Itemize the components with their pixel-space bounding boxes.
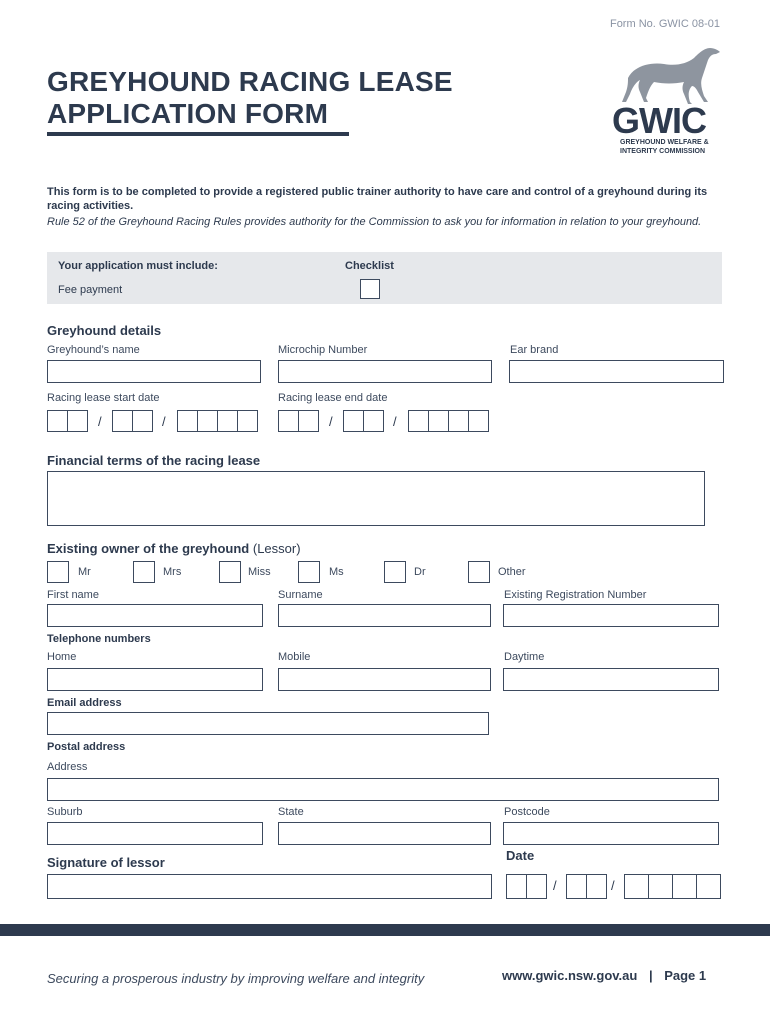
suburb-input[interactable] xyxy=(47,822,263,845)
state-input[interactable] xyxy=(278,822,491,845)
ear-brand-input[interactable] xyxy=(509,360,724,383)
owner-heading-text: Existing owner of the greyhound xyxy=(47,541,250,556)
checklist-heading: Your application must include: xyxy=(58,260,218,272)
home-phone-input[interactable] xyxy=(47,668,263,691)
postcode-label: Postcode xyxy=(504,806,550,818)
signature-input[interactable] xyxy=(47,874,492,899)
first-name-input[interactable] xyxy=(47,604,263,627)
financial-terms-textarea[interactable] xyxy=(47,471,705,526)
footer-bar xyxy=(0,924,770,936)
greyhound-name-input[interactable] xyxy=(47,360,261,383)
date-separator: / xyxy=(98,414,102,429)
date-separator: / xyxy=(553,878,557,893)
date-separator: / xyxy=(162,414,166,429)
email-input[interactable] xyxy=(47,712,489,735)
lease-start-label: Racing lease start date xyxy=(47,392,160,404)
gwic-logo xyxy=(612,40,730,160)
address-label: Address xyxy=(47,761,88,773)
title-mrs-checkbox[interactable] xyxy=(133,561,155,583)
title-ms-checkbox[interactable] xyxy=(298,561,320,583)
logo-text: GWIC xyxy=(612,100,706,141)
title-miss-label: Miss xyxy=(248,566,271,578)
checklist-item-label: Fee payment xyxy=(58,284,123,296)
postcode-input[interactable] xyxy=(503,822,719,845)
title-other-checkbox[interactable] xyxy=(468,561,490,583)
intro-text: This form is to be completed to provide a registered public trainer authority to have care and control of a greyhound during its racing activities. xyxy=(47,186,708,212)
telephone-heading: Telephone numbers xyxy=(47,633,151,645)
registration-label: Existing Registration Number xyxy=(504,589,647,601)
checklist-column-heading: Checklist xyxy=(345,260,394,272)
logo-sub-1: GREYHOUND WELFARE & xyxy=(620,139,709,146)
owner-heading-suffix: (Lessor) xyxy=(252,541,301,556)
title-mr-checkbox[interactable] xyxy=(47,561,69,583)
email-label: Email address xyxy=(47,697,122,709)
title-mr-label: Mr xyxy=(78,566,91,578)
mobile-input[interactable] xyxy=(278,668,491,691)
ear-brand-label: Ear brand xyxy=(510,344,559,356)
date-separator: / xyxy=(393,414,397,429)
checklist-panel xyxy=(47,252,722,304)
title-other-label: Other xyxy=(498,566,526,578)
date-separator: / xyxy=(329,414,333,429)
greyhound-name-label: Greyhound’s name xyxy=(47,344,140,356)
suburb-label: Suburb xyxy=(47,806,83,818)
lease-start-year[interactable] xyxy=(177,410,257,432)
title-dr-label: Dr xyxy=(414,566,426,578)
owner-heading xyxy=(47,541,301,556)
fee-payment-checkbox[interactable] xyxy=(360,279,380,299)
daytime-label: Daytime xyxy=(504,651,545,663)
date-heading: Date xyxy=(506,848,535,863)
page-title xyxy=(47,66,453,130)
lease-end-label: Racing lease end date xyxy=(278,392,388,404)
signature-heading: Signature of lessor xyxy=(47,855,165,870)
mobile-label: Mobile xyxy=(278,651,311,663)
microchip-label: Microchip Number xyxy=(278,344,368,356)
form-number: Form No. GWIC 08-01 xyxy=(609,18,720,30)
home-phone-label: Home xyxy=(47,651,77,663)
first-name-label: First name xyxy=(47,589,99,601)
lease-start-month[interactable] xyxy=(112,410,152,432)
footer-slogan: Securing a prosperous industry by improving welfare and integrity xyxy=(47,971,425,986)
surname-label: Surname xyxy=(278,589,323,601)
financial-heading: Financial terms of the racing lease xyxy=(47,453,261,468)
title-line-1: GREYHOUND RACING LEASE xyxy=(47,66,453,97)
title-miss-checkbox[interactable] xyxy=(219,561,241,583)
surname-input[interactable] xyxy=(278,604,491,627)
website-link[interactable]: www.gwic.nsw.gov.au xyxy=(502,968,638,983)
title-underline xyxy=(47,132,349,136)
signature-date-year[interactable] xyxy=(624,874,720,899)
state-label: State xyxy=(278,806,304,818)
page-number: Page 1 xyxy=(664,968,707,983)
rule-text: Rule 52 of the Greyhound Racing Rules provides authority for the Commission to ask you for information in relation to your greyhound. xyxy=(47,216,702,228)
signature-date-month[interactable] xyxy=(566,874,606,899)
lease-end-month[interactable] xyxy=(343,410,383,432)
footer-separator: | xyxy=(648,968,653,983)
lease-end-year[interactable] xyxy=(408,410,488,432)
title-ms-label: Ms xyxy=(329,566,344,578)
lease-end-day[interactable] xyxy=(278,410,318,432)
title-mrs-label: Mrs xyxy=(163,566,182,578)
logo-subtitle xyxy=(620,138,709,156)
daytime-input[interactable] xyxy=(503,668,719,691)
title-line-2: APPLICATION FORM xyxy=(47,98,329,129)
logo-sub-2: INTEGRITY COMMISSION xyxy=(620,148,706,155)
postal-heading: Postal address xyxy=(47,741,126,753)
lease-start-day[interactable] xyxy=(47,410,87,432)
address-input[interactable] xyxy=(47,778,719,801)
registration-input[interactable] xyxy=(503,604,719,627)
title-dr-checkbox[interactable] xyxy=(384,561,406,583)
greyhound-details-heading: Greyhound details xyxy=(47,323,162,338)
footer-right xyxy=(502,968,706,983)
signature-date-day[interactable] xyxy=(506,874,546,899)
microchip-input[interactable] xyxy=(278,360,492,383)
date-separator: / xyxy=(611,878,615,893)
